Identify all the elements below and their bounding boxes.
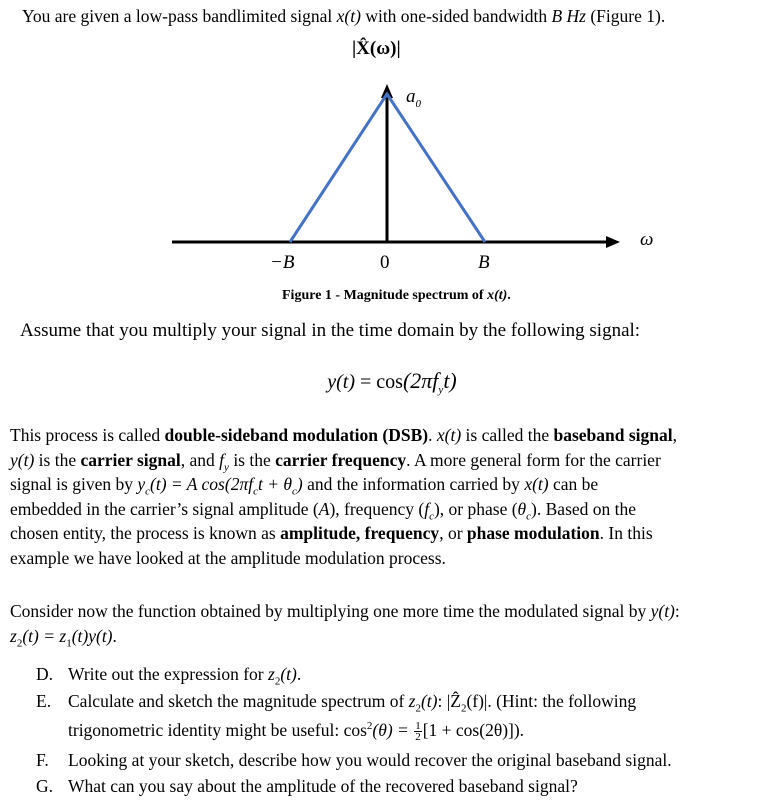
- dsb-t16: ). Based on the: [531, 498, 637, 519]
- term-dsb: double-sideband modulation (DSB): [164, 425, 429, 445]
- dsb-a: A: [318, 498, 330, 519]
- consider-eq-end: (t)y(t): [71, 625, 113, 646]
- consider-colon: :: [674, 601, 680, 621]
- dsb-eq-sub: c: [145, 485, 151, 498]
- dsb-t4: ,: [672, 425, 678, 445]
- question-list: [36, 664, 780, 804]
- question-e-end: : |Ẑ: [437, 691, 461, 711]
- question-e-cont-end: [1 + cos(2θ)]).: [422, 720, 525, 740]
- dsb-t8: is the: [228, 449, 276, 470]
- dsb-t11: and the information carried by: [302, 474, 525, 495]
- dsb-t19: . In this: [599, 523, 653, 544]
- question-g: [36, 776, 578, 797]
- dsb-x2: x(t): [524, 474, 549, 495]
- dsb-t13: embedded in the carrier’s signal amplitude (: [10, 498, 319, 519]
- term-baseband: baseband signal: [553, 425, 673, 445]
- question-e-z: z: [408, 691, 416, 711]
- x-axis-arrow: [606, 236, 620, 248]
- consider-y: y(t): [650, 601, 675, 621]
- dsb-theta-sub: c: [526, 510, 532, 523]
- consider-z1-sub: 1: [66, 637, 72, 650]
- intro-text-2: with one-sided bandwidth: [360, 6, 552, 26]
- dsb-t6: is the: [34, 449, 81, 470]
- dsb-eq-sub2: c: [253, 485, 258, 498]
- question-d-z: z: [268, 664, 275, 684]
- question-e: [36, 691, 637, 715]
- consider-z2: z: [10, 625, 17, 646]
- dsb-eq-sub3: c: [292, 485, 297, 498]
- dsb-t10: signal is given by: [10, 474, 138, 495]
- intro-x-symbol: x(t): [336, 6, 361, 26]
- intro-text-3: (Figure 1).: [585, 6, 666, 26]
- figure-y-label: |X̂(ω)|: [352, 38, 401, 59]
- dsb-f: f: [219, 449, 225, 470]
- question-e-t: (t): [420, 691, 438, 711]
- tick-neg-b: −B: [270, 252, 295, 273]
- dsb-t2: .: [428, 425, 437, 445]
- dsb-t20: example we have looked at the amplitude modulation process.: [10, 547, 446, 568]
- caption-end: .: [507, 288, 511, 303]
- question-g-label: G.: [36, 776, 54, 796]
- question-d-end: .: [296, 664, 302, 684]
- peak-label-a: a: [406, 86, 416, 107]
- carrier-equation: [0, 368, 784, 394]
- question-f-text: Looking at your sketch, describe how you would recover the original baseband signal.: [68, 750, 672, 770]
- tick-pos-b: B: [478, 252, 490, 273]
- dsb-x1: x(t): [436, 425, 462, 445]
- dsb-t18: , or: [439, 523, 467, 544]
- dsb-t7: , and: [180, 449, 220, 470]
- dsb-t14: ), frequency (: [329, 498, 425, 519]
- frac-num: 1: [415, 720, 421, 733]
- frac-den: 2: [415, 731, 421, 744]
- question-g-text: What can you say about the amplitude of the recovered baseband signal?: [68, 776, 578, 796]
- eq-sub: y: [438, 384, 444, 396]
- consider-dot: .: [112, 625, 117, 646]
- figure-caption: [282, 288, 511, 304]
- spectrum-plot: [0, 0, 784, 310]
- dsb-fc: f: [424, 498, 430, 519]
- dsb-eq-b: (t) = A cos(2πf: [150, 474, 254, 495]
- term-phase-modulation: phase modulation: [466, 523, 600, 544]
- question-e-continued: [36, 720, 524, 742]
- figure-1: [0, 0, 784, 310]
- eq-lhs: y(t): [327, 371, 355, 393]
- dsb-eq-d: ): [296, 474, 303, 495]
- dsb-eq-c: t + θ: [257, 474, 292, 495]
- caption-text: Figure 1 - Magnitude spectrum of: [282, 288, 488, 303]
- consider-eq-mid: (t) = z: [22, 625, 67, 646]
- term-carrier-signal: carrier signal: [80, 449, 181, 470]
- question-e-cont-theta: (θ) =: [372, 720, 414, 740]
- dsb-fsub: y: [224, 461, 229, 474]
- dsb-theta: θ: [517, 498, 527, 519]
- term-carrier-frequency: carrier frequency: [275, 449, 407, 470]
- eq-cos: = cos: [355, 371, 403, 393]
- one-half-fraction: [414, 721, 422, 742]
- question-e-text: Calculate and sketch the magnitude spectrum of: [68, 691, 409, 711]
- question-d: [36, 664, 302, 688]
- question-f-label: F.: [36, 750, 49, 770]
- intro-text-1: You are given a low-pass bandlimited signal: [22, 6, 337, 26]
- dsb-paragraph: [10, 423, 778, 571]
- dsb-t12: can be: [548, 474, 599, 495]
- question-e-cont-text: trigonometric identity might be useful: cos: [68, 720, 367, 740]
- question-d-t: (t): [280, 664, 297, 684]
- dsb-t1: This process is called: [10, 425, 165, 445]
- assume-text: Assume that you multiply your signal in the time domain by the following signal:: [20, 320, 641, 341]
- term-amplitude-frequency: amplitude, frequency: [280, 523, 440, 544]
- eq-arg: (2πf: [402, 368, 439, 393]
- peak-label-sub: 0: [415, 97, 421, 110]
- consider-z2-sub: 2: [16, 637, 23, 650]
- question-e-sub: 2: [415, 702, 421, 715]
- tick-zero: 0: [380, 252, 390, 273]
- question-e-end-sub: 2: [460, 702, 467, 715]
- x-axis-omega-label: ω: [640, 229, 654, 250]
- dsb-fc-sub: c: [429, 510, 434, 523]
- consider-text: Consider now the function obtained by multiplying one more time the modulated signal by: [10, 601, 651, 621]
- eq-end: t): [443, 368, 457, 393]
- dsb-t3: is called the: [461, 425, 554, 445]
- question-d-sub: 2: [274, 675, 281, 688]
- question-d-text: Write out the expression for: [68, 664, 269, 684]
- question-e-label: E.: [36, 691, 52, 711]
- consider-paragraph: [10, 599, 778, 648]
- dsb-t17: chosen entity, the process is known as: [10, 523, 281, 544]
- dsb-y1: y(t): [10, 449, 35, 470]
- dsb-t9: . A more general form for the carrier: [406, 449, 661, 470]
- question-f: [36, 750, 672, 771]
- dsb-t15: ), or phase (: [433, 498, 518, 519]
- caption-x: x(t): [487, 288, 508, 303]
- dsb-eq-a: y: [137, 474, 146, 495]
- intro-bandwidth: B Hz: [551, 6, 586, 26]
- question-e-end2: (f)|. (Hint: the following: [466, 691, 637, 711]
- question-d-label: D.: [36, 664, 54, 684]
- question-e-cont-sup: 2: [366, 720, 373, 733]
